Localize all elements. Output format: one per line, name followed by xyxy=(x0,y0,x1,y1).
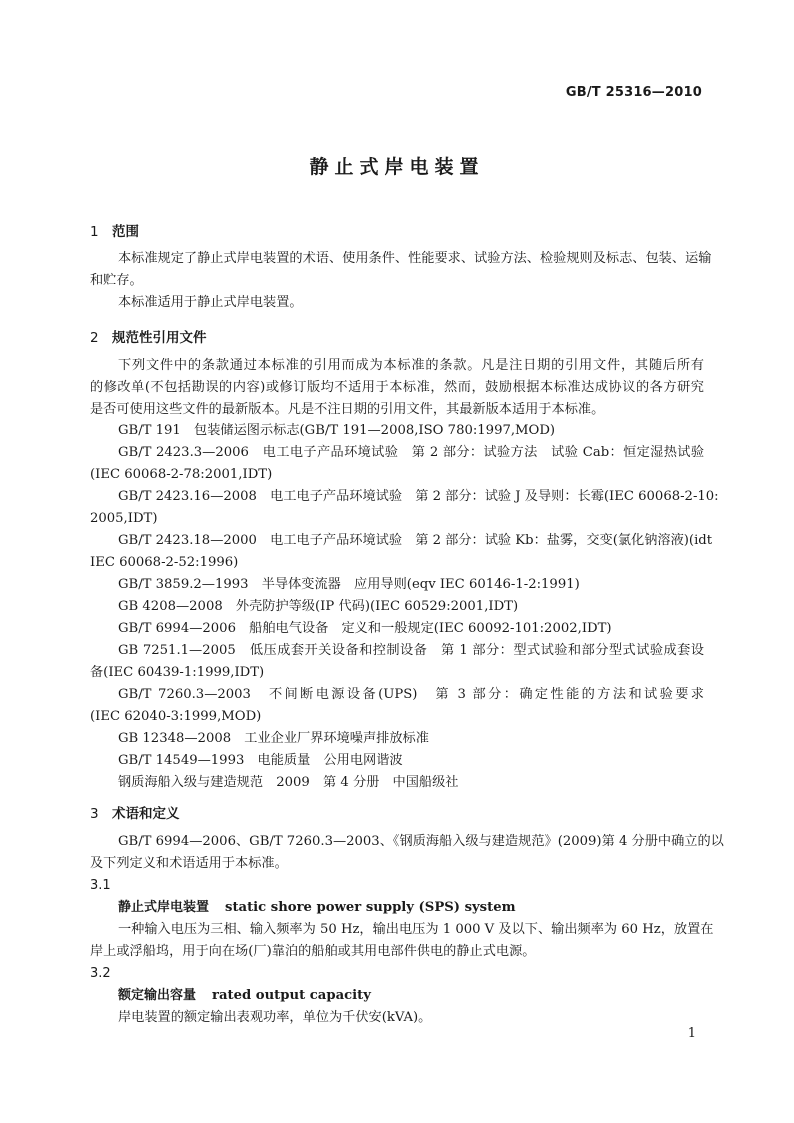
paragraph-line: GB/T 6994—2006、GB/T 7260.3—2003、《钢质海船入级与建造规范》(2009)第 4 分册中确立的以 xyxy=(118,834,724,849)
reference-item: GB 12348—2008 工业企业厂界环境噪声排放标准 xyxy=(118,731,429,746)
section-number: 1 xyxy=(90,224,99,240)
reference-item-cont: 备(IEC 60439-1:1999,IDT) xyxy=(90,665,265,680)
reference-item-cont: 2005,IDT) xyxy=(90,511,158,526)
term-english: static shore power supply (SPS) system xyxy=(225,900,516,915)
section-3-heading xyxy=(90,802,180,822)
paragraph-line: 本标准适用于静止式岸电装置。 xyxy=(118,295,303,310)
paragraph-line: 和贮存。 xyxy=(90,273,143,288)
reference-item: GB/T 6994—2006 船舶电气设备 定义和一般规定(IEC 60092-101:2002,IDT) xyxy=(118,621,612,636)
section-2-heading xyxy=(90,326,207,346)
reference-item: GB/T 2423.18—2000 电工电子产品环境试验 第 2 部分：试验 Kb：盐雾，交变(氯化钠溶液)(idt xyxy=(118,533,713,548)
definition-line: 一种输入电压为三相、输入频率为 50 Hz，输出电压为 1 000 V 及以下、输出频率为 60 Hz，放置在 xyxy=(118,922,714,937)
document-title: 静止式岸电装置 xyxy=(309,156,485,178)
reference-item: GB/T 14549—1993 电能质量 公用电网谐波 xyxy=(118,753,403,768)
paragraph-line: 的修改单(不包括勘误的内容)或修订版均不适用于本标准，然而，鼓励根据本标准达成协议的各方研究 xyxy=(90,380,704,395)
standard-number: GB/T 25316—2010 xyxy=(565,85,702,100)
term-chinese: 额定输出容量 xyxy=(118,988,197,1003)
reference-item: 钢质海船入级与建造规范 2009 第 4 分册 中国船级社 xyxy=(118,775,459,790)
reference-item: GB 7251.1—2005 低压成套开关设备和控制设备 第 1 部分：型式试验和部分型式试验成套设 xyxy=(118,643,704,658)
term-number: 3.1 xyxy=(90,878,111,893)
reference-item: GB/T 2423.16—2008 电工电子产品环境试验 第 2 部分：试验 J 及导则：长霉(IEC 60068-2-10: xyxy=(118,489,719,504)
section-title: 范围 xyxy=(112,224,139,240)
term-entry xyxy=(118,985,371,1007)
term-english: rated output capacity xyxy=(212,988,371,1003)
reference-item-cont: IEC 60068-2-52:1996) xyxy=(90,555,239,570)
reference-item-cont: (IEC 62040-3:1999,MOD) xyxy=(90,709,262,724)
reference-item: GB/T 3859.2—1993 半导体变流器 应用导则(eqv IEC 60146-1-2:1991) xyxy=(118,577,580,592)
paragraph-line: 是否可使用这些文件的最新版本。凡是不注日期的引用文件，其最新版本适用于本标准。 xyxy=(90,402,605,417)
section-number: 3 xyxy=(90,806,99,822)
term-entry xyxy=(118,897,516,919)
section-title: 术语和定义 xyxy=(112,806,180,822)
paragraph-line: 本标准规定了静止式岸电装置的术语、使用条件、性能要求、试验方法、检验规则及标志、包装、运输 xyxy=(118,251,712,266)
paragraph-line: 及下列定义和术语适用于本标准。 xyxy=(90,856,288,871)
term-chinese: 静止式岸电装置 xyxy=(118,900,210,915)
section-title: 规范性引用文件 xyxy=(112,330,207,346)
section-1-heading xyxy=(90,220,139,240)
section-number: 2 xyxy=(90,330,99,346)
reference-item: GB/T 191 包装储运图示标志(GB/T 191—2008,ISO 780:1997,MOD) xyxy=(118,423,556,438)
paragraph-line: 下列文件中的条款通过本标准的引用而成为本标准的条款。凡是注日期的引用文件，其随后所有 xyxy=(118,358,704,373)
reference-item: GB/T 7260.3—2003 不间断电源设备(UPS) 第 3 部分：确定性能的方法和试验要求 xyxy=(118,687,704,702)
term-number: 3.2 xyxy=(90,966,111,981)
reference-item: GB/T 2423.3—2006 电工电子产品环境试验 第 2 部分：试验方法 试验 Cab：恒定湿热试验 xyxy=(118,445,704,460)
reference-item: GB 4208—2008 外壳防护等级(IP 代码)(IEC 60529:2001,IDT) xyxy=(118,599,519,614)
page-number: 1 xyxy=(687,1026,696,1041)
definition-line: 岸上或浮船坞，用于向在场(厂)靠泊的船舶或其用电部件供电的静止式电源。 xyxy=(90,944,536,959)
reference-item-cont: (IEC 60068-2-78:2001,IDT) xyxy=(90,467,273,482)
definition-line: 岸电装置的额定输出表观功率，单位为千伏安(kVA)。 xyxy=(118,1010,432,1025)
